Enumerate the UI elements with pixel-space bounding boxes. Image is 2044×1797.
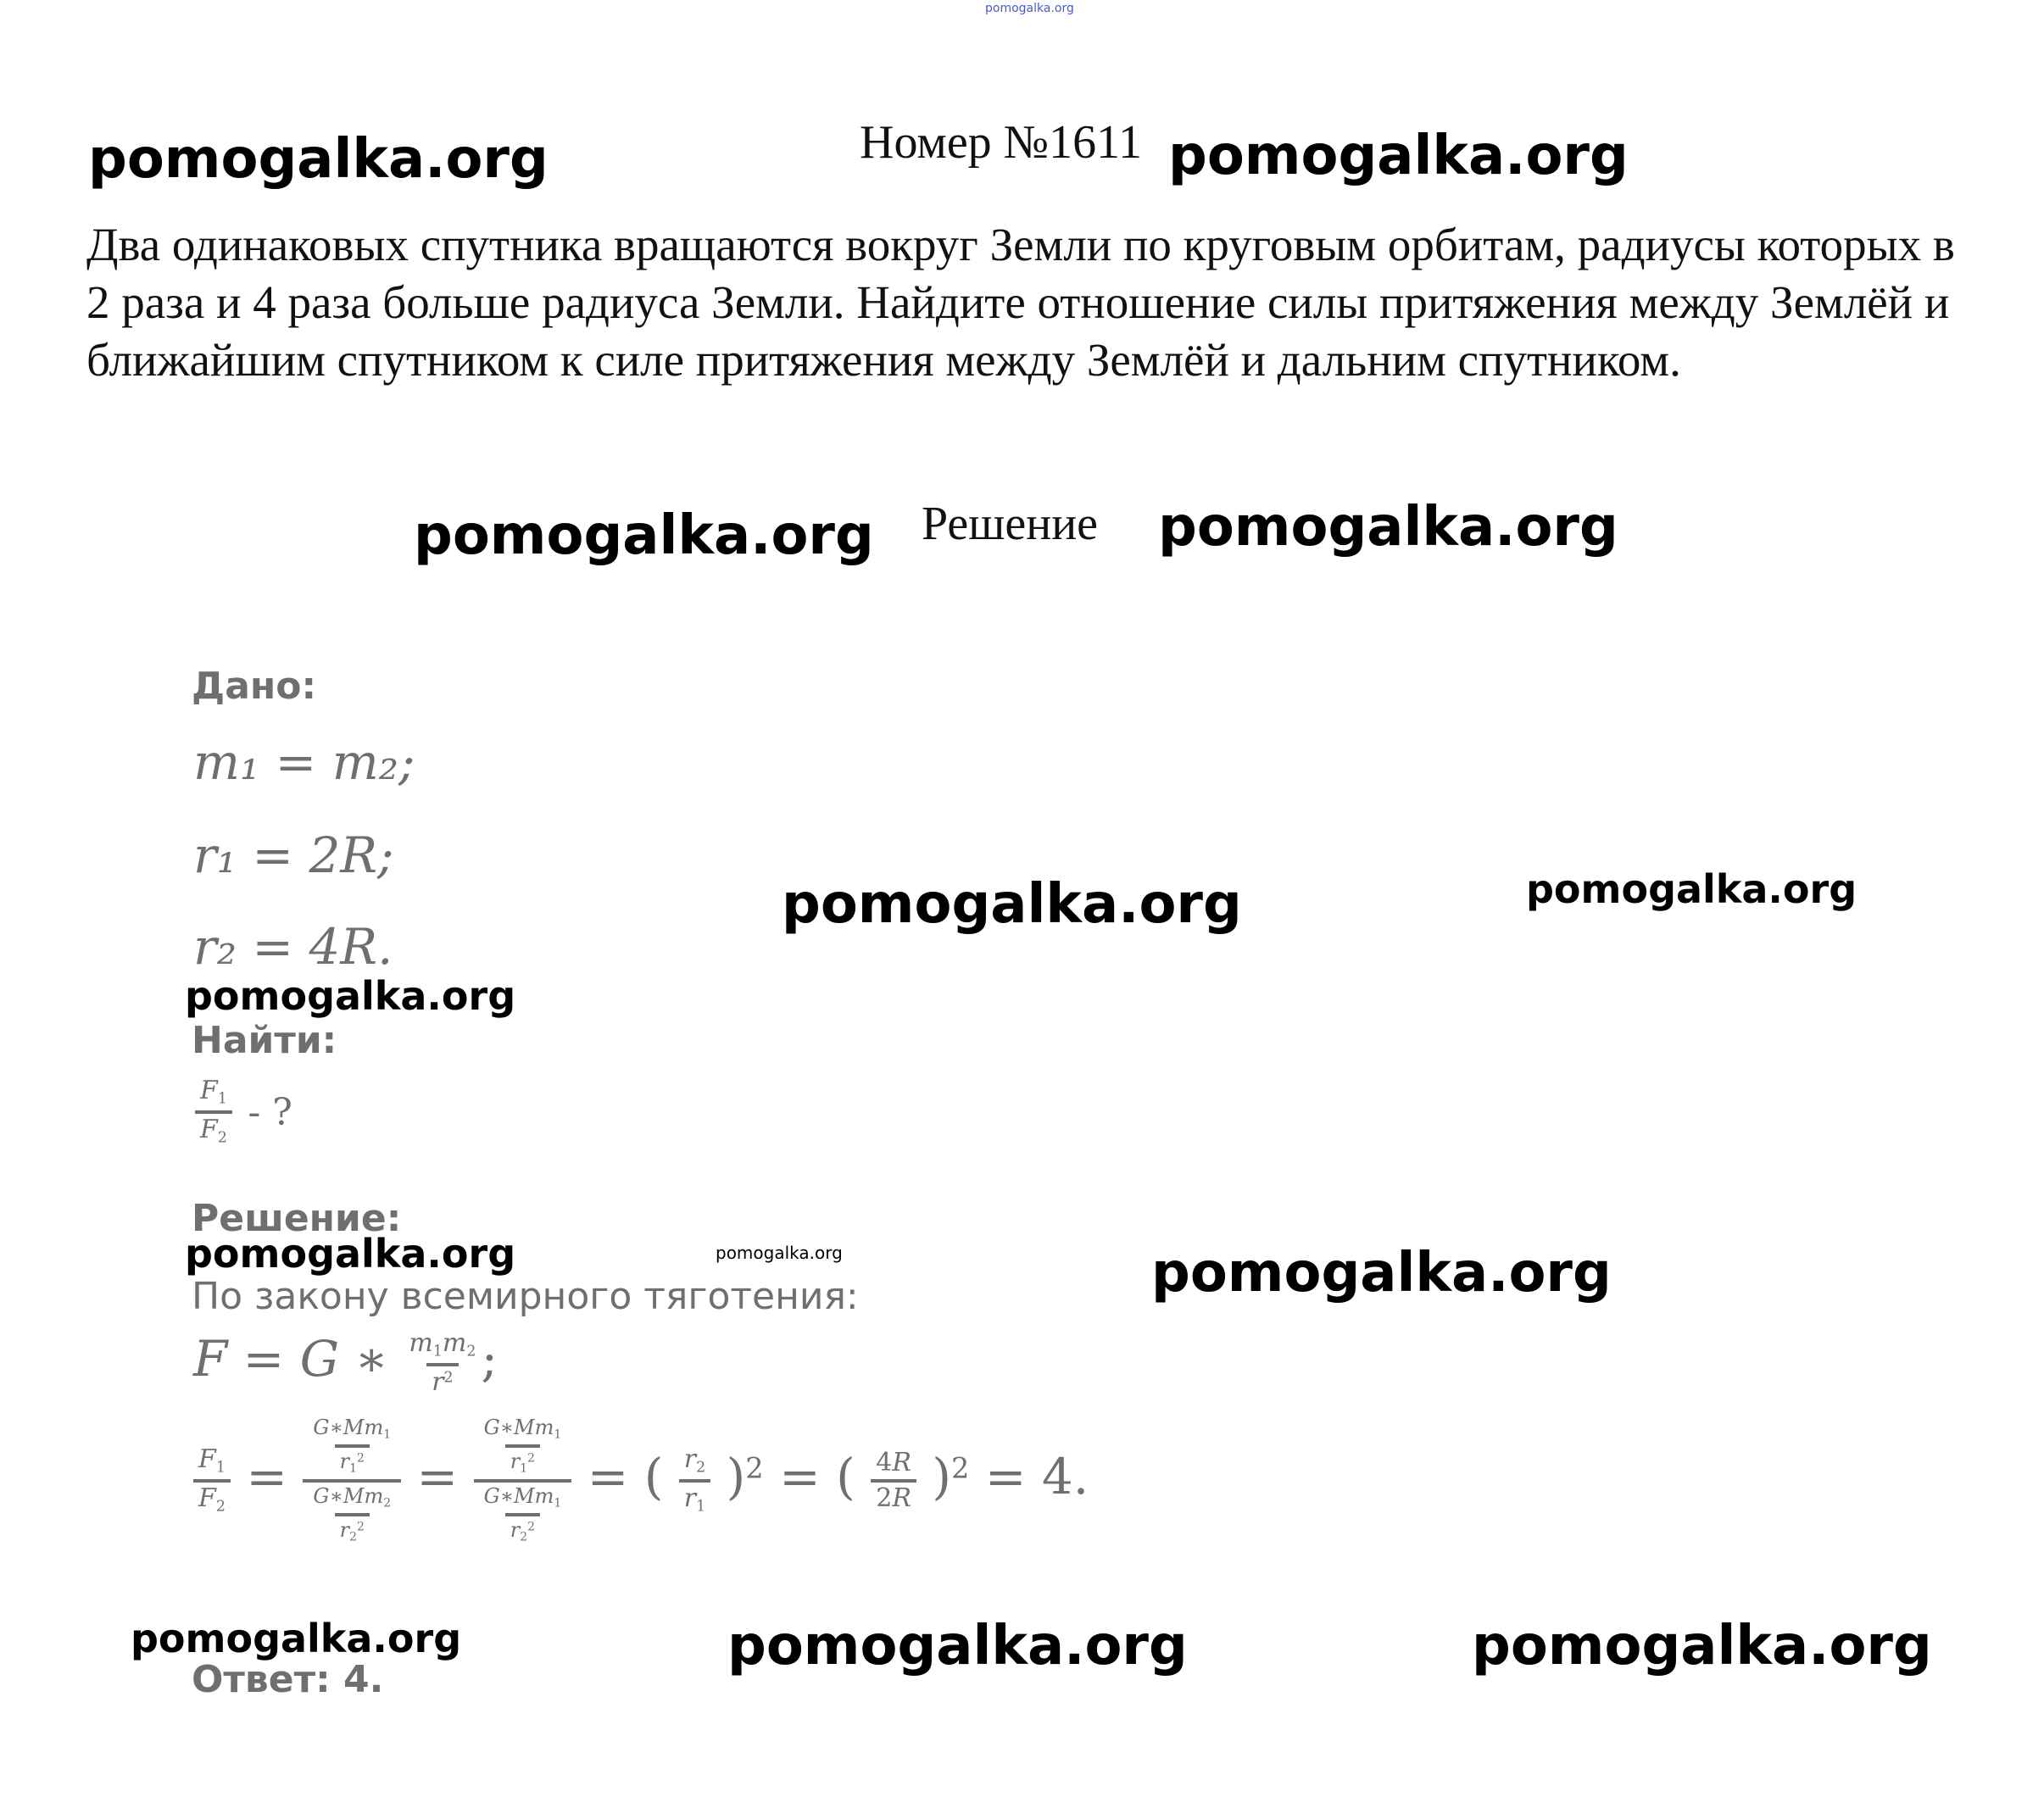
- radius-ratio: $\frac{r_2}{r_1}$: [679, 1447, 710, 1515]
- find-expression: [195, 1078, 292, 1146]
- watermark[interactable]: pomogalka.org: [414, 504, 874, 567]
- radius-ratio-values: $\frac{4R}{2R}$: [871, 1450, 916, 1511]
- watermark[interactable]: pomogalka.org: [1158, 496, 1618, 559]
- solution-heading: Решение: [922, 498, 1099, 550]
- find-label: Найти:: [192, 1019, 337, 1062]
- watermark[interactable]: pomogalka.org: [185, 973, 516, 1019]
- watermark[interactable]: pomogalka.org: [185, 1231, 516, 1277]
- gravity-formula: F = G ∗ $\frac{m_1m_2}{r^2}$ ;: [193, 1328, 498, 1397]
- watermark[interactable]: pomogalka.org: [727, 1615, 1188, 1677]
- watermark-top[interactable]: pomogalka.org: [985, 2, 1074, 15]
- complex-fraction-2: $\frac{\frac{G∗Mm_1}{r_1^2}}{\frac{G∗Mm_1}{r_2^2}}$: [474, 1417, 572, 1544]
- watermark[interactable]: pomogalka.org: [1526, 866, 1857, 912]
- watermark[interactable]: pomogalka.org: [88, 128, 549, 191]
- given-label: Дано:: [192, 665, 317, 708]
- given-mass-text: m₁ = m₂;: [193, 733, 415, 791]
- find-suffix: - ?: [248, 1091, 292, 1134]
- ratio-fraction: $\frac{F_1}{F_2}$: [193, 1447, 231, 1515]
- given-r1-text: r₁ = 2R;: [193, 826, 394, 884]
- watermark[interactable]: pomogalka.org: [782, 873, 1242, 936]
- watermark[interactable]: pomogalka.org: [1472, 1615, 1932, 1677]
- gravity-fraction: $\frac{m_1m_2}{r^2}$: [409, 1328, 476, 1397]
- given-mass: [193, 733, 415, 791]
- problem-text: Два одинаковых спутника вращаются вокруг Земли по круговым орбитам, радиусы которых в 2 раза и 4 раза больше радиуса Земли. Найдите отношение силы притяжения между Землёй и ближайшим спутником к силе притяжения между Землёй и дальним спутником.: [86, 219, 1955, 386]
- given-r2-text: r₂ = 4R.: [193, 918, 393, 976]
- law-text: По закону всемирного тяготения:: [192, 1275, 859, 1318]
- answer: Ответ: 4.: [192, 1658, 384, 1701]
- watermark[interactable]: pomogalka.org: [1168, 125, 1629, 187]
- complex-fraction-1: $\frac{\frac{G∗Mm_1}{r_1^2}}{\frac{G∗Mm_2}{r_2^2}}$: [303, 1417, 401, 1544]
- solution-label: Решение:: [192, 1197, 402, 1240]
- page-title: Номер №1611: [860, 116, 1143, 169]
- given-r1: [193, 826, 394, 884]
- watermark[interactable]: pomogalka.org: [1151, 1242, 1612, 1305]
- ratio-formula: $\frac{F_1}{F_2}$ = $\frac{\frac{G∗Mm_1}{r_1^2}}{\frac{G∗Mm_2}{r_2^2}}$ = $\frac{\frac{G∗Mm_1}{r_1^2}}{\frac{G∗Mm_1}{r_2^2}}$ = ( $\frac{r_2}{r_1}$ )$^2$ = ( $\frac{4R}{2R}$ )$^2$ = 4.: [193, 1417, 1089, 1544]
- watermark[interactable]: pomogalka.org: [131, 1616, 462, 1661]
- find-fraction: $\frac{F_1}{F_2}$: [195, 1078, 232, 1146]
- given-r2: [193, 918, 393, 976]
- watermark[interactable]: pomogalka.org: [716, 1243, 843, 1263]
